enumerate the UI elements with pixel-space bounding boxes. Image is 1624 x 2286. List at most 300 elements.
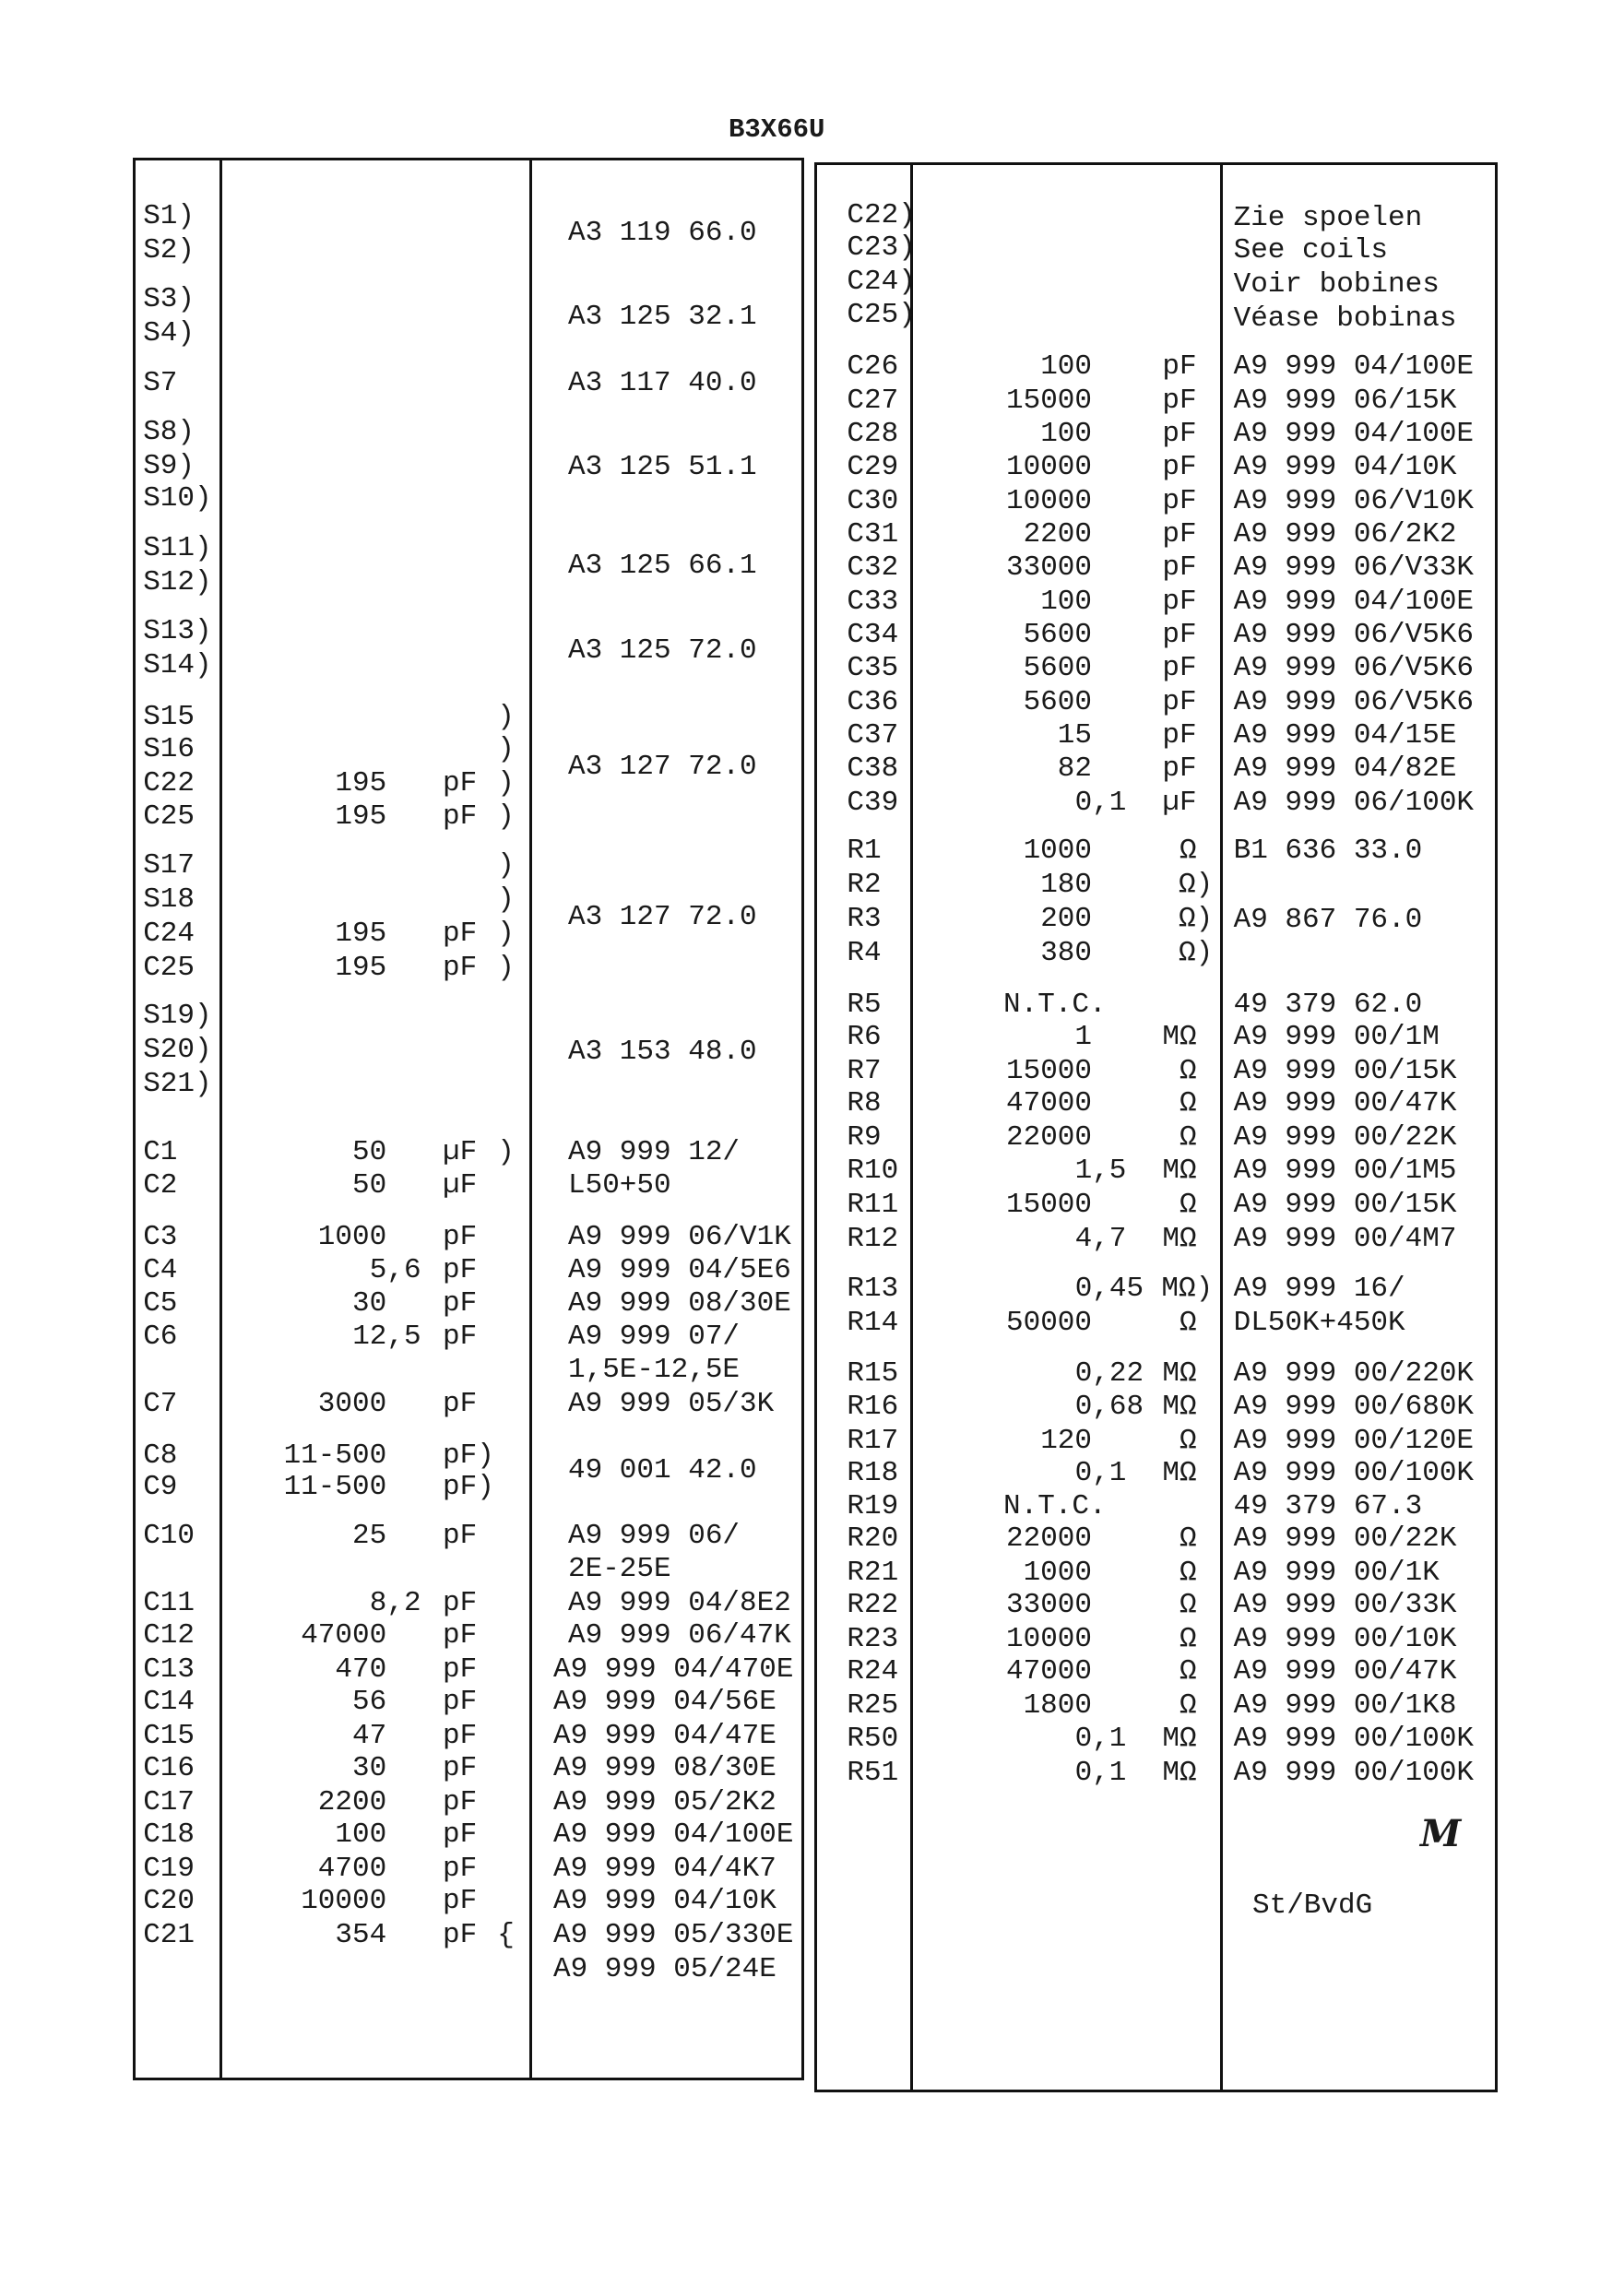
part-value: 10000 — [1005, 451, 1092, 484]
right-column-divider-1 — [910, 162, 913, 2092]
part-unit: pF — [443, 951, 478, 984]
part-ref: S19) — [143, 1000, 212, 1033]
part-value: 120 — [1040, 1425, 1092, 1458]
part-code: A9 999 00/47K — [1233, 1086, 1457, 1119]
part-unit: Ω) — [1178, 869, 1214, 901]
part-code: A9 999 06/V5K6 — [1233, 652, 1475, 685]
part-unit: pF — [443, 1853, 478, 1886]
part-value: 50000 — [1005, 1307, 1092, 1340]
part-code: Voir bobines — [1233, 267, 1440, 301]
part-ref: C14 — [143, 1686, 195, 1719]
part-ref: C2 — [143, 1169, 178, 1202]
part-value: 11-500 — [283, 1470, 387, 1503]
part-ref: C32 — [847, 551, 899, 585]
part-unit: pF — [443, 766, 478, 800]
part-code: A9 999 06/15K — [1233, 384, 1457, 417]
part-unit: pF — [1162, 418, 1197, 451]
part-ref: S17 — [143, 849, 195, 882]
part-ref: R18 — [847, 1457, 899, 1490]
part-ref: S12) — [143, 566, 212, 598]
part-code: A3 127 72.0 — [568, 901, 757, 934]
part-ref: C33 — [847, 585, 899, 618]
part-ref: C25) — [847, 299, 916, 332]
part-ref: R3 — [847, 902, 882, 935]
part-code: A9 999 04/5E6 — [568, 1253, 791, 1286]
part-value: 15000 — [1005, 1189, 1092, 1222]
part-ref: C6 — [143, 1320, 178, 1353]
part-unit: Ω — [1179, 835, 1197, 868]
group-bracket: ) — [497, 917, 515, 950]
part-unit: Ω) — [1178, 936, 1214, 969]
part-unit: Ω — [1179, 1086, 1197, 1119]
part-ref: S18 — [143, 883, 195, 916]
part-ref: R10 — [847, 1155, 899, 1188]
part-unit: pF — [443, 1519, 478, 1552]
part-ref: S20) — [143, 1034, 212, 1067]
part-code: A3 125 51.1 — [568, 451, 757, 484]
part-value: 22000 — [1005, 1522, 1092, 1555]
part-value: 10000 — [1005, 1622, 1092, 1655]
part-value: 5600 — [1023, 685, 1092, 718]
part-code: A3 125 32.1 — [568, 301, 757, 333]
part-ref: S21) — [143, 1068, 212, 1100]
part-unit: MΩ — [1162, 1020, 1197, 1053]
part-value: 10000 — [301, 1885, 387, 1918]
part-value: 1000 — [1023, 835, 1092, 868]
part-code: A9 999 06/V10K — [1233, 484, 1475, 517]
part-ref: R16 — [847, 1391, 899, 1424]
part-ref: C10 — [143, 1519, 195, 1552]
part-code: A9 999 04/4K7 — [553, 1853, 776, 1886]
part-unit: Ω — [1179, 1556, 1197, 1589]
part-value: 47 — [351, 1720, 387, 1753]
group-bracket: ) — [497, 1135, 515, 1168]
part-ref: C39 — [847, 786, 899, 819]
part-code: A9 999 00/22K — [1233, 1522, 1457, 1555]
part-ref: C22 — [143, 766, 195, 800]
part-unit: Ω — [1179, 1522, 1197, 1555]
part-code: A9 999 04/10K — [553, 1885, 776, 1918]
part-ref: R20 — [847, 1522, 899, 1555]
part-code: A9 999 12/ — [568, 1135, 741, 1168]
part-code: A9 999 06/2K2 — [1233, 518, 1457, 551]
part-value: 30 — [351, 1287, 387, 1321]
part-code: A9 999 07/ — [568, 1320, 741, 1353]
group-bracket: ) — [497, 951, 515, 984]
signature — [1420, 1812, 1461, 1855]
part-ref: C27 — [847, 384, 899, 417]
part-ref: S13) — [143, 614, 212, 647]
part-ref: S10) — [143, 481, 212, 515]
signature-mark: M — [1420, 1812, 1462, 1855]
part-code: A9 867 76.0 — [1233, 904, 1423, 937]
part-code: A9 999 08/30E — [568, 1287, 791, 1321]
part-code: A3 153 48.0 — [568, 1035, 757, 1068]
part-value: N.T.C. — [1003, 1489, 1107, 1522]
part-code: A9 999 00/100K — [1233, 1757, 1475, 1790]
part-unit: pF — [1162, 685, 1197, 718]
part-ref: R22 — [847, 1588, 899, 1621]
part-ref: C26 — [847, 350, 899, 384]
part-code: A9 999 04/8E2 — [568, 1587, 791, 1620]
part-code: A9 999 05/3K — [568, 1388, 775, 1421]
part-ref: C38 — [847, 752, 899, 786]
part-unit: MΩ — [1162, 1155, 1197, 1188]
part-code: A9 999 00/100K — [1233, 1723, 1475, 1756]
part-ref: R50 — [847, 1723, 899, 1756]
part-value: 195 — [335, 766, 387, 800]
part-ref: R14 — [847, 1307, 899, 1340]
part-value: 15000 — [1005, 384, 1092, 417]
part-ref: C37 — [847, 718, 899, 752]
part-value: 47000 — [1005, 1654, 1092, 1688]
part-code: A9 999 00/680K — [1233, 1391, 1475, 1424]
part-ref: R9 — [847, 1120, 882, 1154]
part-code: A9 999 00/1K8 — [1233, 1688, 1457, 1722]
part-code: 49 379 67.3 — [1233, 1489, 1423, 1522]
part-value: 195 — [335, 917, 387, 950]
part-value: 25 — [351, 1519, 387, 1552]
part-code: 49 001 42.0 — [568, 1454, 757, 1487]
part-unit: pF — [443, 1653, 478, 1687]
part-ref: C3 — [143, 1221, 178, 1254]
part-unit: Ω) — [1178, 902, 1214, 935]
part-ref: C28 — [847, 418, 899, 451]
part-code: A9 999 00/220K — [1233, 1356, 1475, 1390]
left-column-divider-2 — [529, 158, 532, 2080]
part-value: 180 — [1040, 869, 1092, 901]
part-code: Véase bobinas — [1233, 302, 1457, 335]
part-code: Zie spoelen — [1233, 201, 1423, 234]
part-ref: C7 — [143, 1388, 178, 1421]
part-ref: S7 — [143, 367, 178, 399]
part-value: 1800 — [1023, 1688, 1092, 1722]
part-value: 100 — [1040, 585, 1092, 618]
part-unit: MΩ — [1162, 1457, 1197, 1490]
part-code: A3 125 66.1 — [568, 550, 757, 583]
group-bracket: ) — [497, 883, 515, 916]
part-ref: S14) — [143, 648, 212, 681]
part-ref: C18 — [143, 1818, 195, 1852]
part-ref: R6 — [847, 1020, 882, 1053]
part-unit: MΩ — [1162, 1356, 1197, 1390]
part-value: 195 — [335, 800, 387, 834]
part-ref: R15 — [847, 1356, 899, 1390]
part-code: A9 999 00/1M — [1233, 1020, 1440, 1053]
part-value: 1 — [1074, 1020, 1092, 1053]
part-code: A9 999 04/100E — [1233, 585, 1475, 618]
part-code: A9 999 04/47E — [553, 1720, 776, 1753]
part-unit: pF — [443, 1919, 478, 1952]
part-unit: pF — [1162, 518, 1197, 551]
part-unit: pF — [1162, 618, 1197, 651]
part-ref: S4) — [143, 316, 195, 349]
part-code: A9 999 00/10K — [1233, 1622, 1457, 1655]
part-value: 100 — [1040, 418, 1092, 451]
part-value: 15000 — [1005, 1054, 1092, 1087]
part-ref: R17 — [847, 1425, 899, 1458]
part-code: A3 117 40.0 — [568, 367, 757, 399]
part-unit: pF — [1162, 718, 1197, 752]
part-unit: pF — [1162, 451, 1197, 484]
part-value: 1,5 — [1074, 1155, 1127, 1188]
part-code: A9 999 00/22K — [1233, 1120, 1457, 1154]
part-ref: C36 — [847, 685, 899, 718]
part-value: 56 — [351, 1686, 387, 1719]
part-unit: µF — [443, 1169, 478, 1202]
part-unit: pF — [1162, 652, 1197, 685]
part-ref: R25 — [847, 1688, 899, 1722]
part-unit: pF — [443, 1818, 478, 1852]
part-code: A9 999 00/15K — [1233, 1189, 1457, 1222]
part-unit: Ω — [1179, 1654, 1197, 1688]
part-ref: S1) — [143, 200, 195, 233]
group-bracket: ) — [497, 849, 515, 882]
part-ref: C35 — [847, 652, 899, 685]
part-value: 50 — [351, 1169, 387, 1202]
part-ref: S2) — [143, 234, 195, 267]
part-unit: pF — [443, 1720, 478, 1753]
part-value: 11-500 — [283, 1439, 387, 1473]
part-unit: pF — [1162, 484, 1197, 517]
part-code: A9 999 04/100E — [1233, 418, 1475, 451]
part-code: A3 125 72.0 — [568, 634, 757, 667]
part-ref: R8 — [847, 1086, 882, 1119]
part-code: A9 999 06/ — [568, 1519, 741, 1552]
part-value: 82 — [1057, 752, 1092, 786]
part-unit: pF — [443, 1786, 478, 1819]
part-code: 49 379 62.0 — [1233, 988, 1423, 1021]
part-unit: MΩ — [1162, 1391, 1197, 1424]
part-unit: pF — [443, 1287, 478, 1321]
part-code: A9 999 06/V33K — [1233, 551, 1475, 585]
part-ref: C17 — [143, 1786, 195, 1819]
part-value: 380 — [1040, 936, 1092, 969]
part-value: 30 — [351, 1752, 387, 1785]
part-code: A9 999 00/120E — [1233, 1425, 1475, 1458]
part-unit: MΩ) — [1161, 1273, 1214, 1306]
part-ref: R11 — [847, 1189, 899, 1222]
group-bracket: ) — [497, 766, 515, 800]
part-ref: C23) — [847, 231, 916, 264]
part-code: A9 999 05/2K2 — [553, 1786, 776, 1819]
part-value: 0,1 — [1074, 1457, 1127, 1490]
part-value: 0,1 — [1074, 1723, 1127, 1756]
document-code: B3X66U — [729, 114, 825, 145]
part-unit: pF — [443, 1320, 478, 1353]
part-code: A9 999 06/V5K6 — [1233, 685, 1475, 718]
part-value: 0,68 — [1074, 1391, 1144, 1424]
part-unit: pF — [443, 1388, 478, 1421]
part-unit: pF) — [443, 1470, 494, 1503]
part-ref: C12 — [143, 1619, 195, 1652]
part-ref: C15 — [143, 1720, 195, 1753]
part-ref: S15 — [143, 700, 195, 733]
part-ref: S8) — [143, 415, 195, 448]
part-code: A9 999 06/47K — [568, 1619, 791, 1652]
group-bracket: ) — [497, 700, 515, 733]
part-unit: µF — [1162, 786, 1197, 819]
part-ref: S9) — [143, 449, 195, 482]
part-ref: S3) — [143, 282, 195, 315]
part-value: 50 — [351, 1135, 387, 1168]
part-unit: Ω — [1179, 1307, 1197, 1340]
part-value: 4,7 — [1074, 1223, 1127, 1255]
part-value: 354 — [335, 1919, 387, 1952]
part-ref: C22) — [847, 198, 916, 231]
part-code: A9 999 04/56E — [553, 1686, 776, 1719]
part-ref: R19 — [847, 1489, 899, 1522]
part-value: 33000 — [1005, 1588, 1092, 1621]
part-ref: S11) — [143, 532, 212, 565]
part-code: A9 999 04/10K — [1233, 451, 1457, 484]
part-code: A9 999 05/330E — [553, 1919, 794, 1952]
part-unit: pF — [1162, 350, 1197, 384]
part-ref: R23 — [847, 1622, 899, 1655]
part-unit: pF — [1162, 384, 1197, 417]
part-code: A9 999 00/47K — [1233, 1654, 1457, 1688]
part-code: A9 999 04/470E — [553, 1653, 794, 1687]
part-code: A9 999 00/15K — [1233, 1054, 1457, 1087]
footer-initials: St/BvdG — [1252, 1889, 1373, 1922]
part-unit: MΩ — [1162, 1757, 1197, 1790]
part-unit: pF — [443, 1619, 478, 1652]
part-value: 47000 — [1005, 1086, 1092, 1119]
part-value: 22000 — [1005, 1120, 1092, 1154]
part-ref: C21 — [143, 1919, 195, 1952]
part-code: A9 999 00/33K — [1233, 1588, 1457, 1621]
part-code: A9 999 04/100E — [1233, 350, 1475, 384]
part-value: 195 — [335, 951, 387, 984]
part-unit: pF — [1162, 752, 1197, 786]
part-unit: pF — [443, 1221, 478, 1254]
part-code: A9 999 06/V5K6 — [1233, 618, 1475, 651]
part-ref: C34 — [847, 618, 899, 651]
part-unit: pF — [443, 1587, 478, 1620]
part-value: 100 — [335, 1818, 387, 1852]
left-column-divider-1 — [219, 158, 222, 2080]
part-unit: Ω — [1179, 1189, 1197, 1222]
part-value: 5600 — [1023, 652, 1092, 685]
part-value: 4700 — [317, 1853, 387, 1886]
part-value: 0,45 — [1074, 1273, 1144, 1306]
part-unit: MΩ — [1162, 1723, 1197, 1756]
group-bracket: { — [497, 1919, 515, 1952]
part-unit: Ω — [1179, 1688, 1197, 1722]
part-code: A9 999 00/1M5 — [1233, 1155, 1457, 1188]
part-ref: R5 — [847, 988, 882, 1021]
part-unit: Ω — [1179, 1588, 1197, 1621]
part-value: 10000 — [1005, 484, 1092, 517]
part-code: 2E-25E — [568, 1553, 671, 1586]
part-value: 3000 — [317, 1388, 387, 1421]
part-code: A9 999 06/V1K — [568, 1221, 791, 1254]
part-code: A9 999 16/ — [1233, 1273, 1405, 1306]
part-unit: pF — [443, 1686, 478, 1719]
part-code: A3 127 72.0 — [568, 751, 757, 783]
part-unit: Ω — [1179, 1425, 1197, 1458]
part-code: DL50K+450K — [1233, 1307, 1405, 1340]
part-value: 8,2 — [369, 1587, 421, 1620]
part-value: 5600 — [1023, 618, 1092, 651]
part-ref: R7 — [847, 1054, 882, 1087]
part-ref: R12 — [847, 1223, 899, 1255]
part-ref: C13 — [143, 1653, 195, 1687]
part-ref: C30 — [847, 484, 899, 517]
part-ref: C9 — [143, 1470, 178, 1503]
part-unit: pF — [443, 800, 478, 834]
part-ref: R51 — [847, 1757, 899, 1790]
part-unit: MΩ — [1162, 1223, 1197, 1255]
part-unit: pF — [1162, 551, 1197, 585]
part-ref: C1 — [143, 1135, 178, 1168]
part-code: A9 999 00/4M7 — [1233, 1223, 1457, 1255]
part-value: 0,22 — [1074, 1356, 1144, 1390]
part-code: A9 999 04/15E — [1233, 718, 1457, 752]
part-value: 1000 — [1023, 1556, 1092, 1589]
part-ref: R2 — [847, 869, 882, 901]
part-code: A9 999 00/1K — [1233, 1556, 1440, 1589]
part-value: N.T.C. — [1003, 988, 1107, 1021]
part-ref: C31 — [847, 518, 899, 551]
part-code: 1,5E-12,5E — [568, 1354, 741, 1387]
group-bracket: ) — [497, 732, 515, 765]
part-unit: pF — [443, 1253, 478, 1286]
part-code: A9 999 00/100K — [1233, 1457, 1475, 1490]
part-unit: pF) — [443, 1439, 494, 1473]
part-code: A9 999 08/30E — [553, 1752, 776, 1785]
part-ref: C25 — [143, 951, 195, 984]
part-code: A9 999 04/82E — [1233, 752, 1457, 786]
part-ref: C24 — [143, 917, 195, 950]
part-unit: pF — [443, 1752, 478, 1785]
part-code: See coils — [1233, 234, 1389, 267]
part-value: 47000 — [301, 1619, 387, 1652]
part-ref: R4 — [847, 936, 882, 969]
part-unit: Ω — [1179, 1120, 1197, 1154]
part-value: 33000 — [1005, 551, 1092, 585]
part-value: 100 — [1040, 350, 1092, 384]
part-ref: C20 — [143, 1885, 195, 1918]
part-code: L50+50 — [568, 1169, 671, 1202]
part-unit: pF — [1162, 585, 1197, 618]
part-code: B1 636 33.0 — [1233, 835, 1423, 868]
part-code: A9 999 06/100K — [1233, 786, 1475, 819]
part-ref: C29 — [847, 451, 899, 484]
part-ref: C5 — [143, 1287, 178, 1321]
part-unit: pF — [443, 917, 478, 950]
part-value: 2200 — [1023, 518, 1092, 551]
right-column-divider-2 — [1220, 162, 1223, 2092]
part-value: 470 — [335, 1653, 387, 1687]
part-value: 5,6 — [369, 1253, 421, 1286]
part-code: A9 999 05/24E — [553, 1953, 776, 1985]
part-ref: C8 — [143, 1439, 178, 1473]
part-ref: R13 — [847, 1273, 899, 1306]
part-ref: C11 — [143, 1587, 195, 1620]
part-ref: S16 — [143, 732, 195, 765]
part-code: A3 119 66.0 — [568, 216, 757, 249]
part-value: 15 — [1057, 718, 1092, 752]
part-ref: C4 — [143, 1253, 178, 1286]
part-value: 0,1 — [1074, 786, 1127, 819]
part-unit: Ω — [1179, 1622, 1197, 1655]
part-ref: R1 — [847, 835, 882, 868]
part-value: 12,5 — [352, 1320, 421, 1353]
part-value: 1000 — [317, 1221, 387, 1254]
part-ref: C19 — [143, 1853, 195, 1886]
part-unit: µF — [443, 1135, 478, 1168]
